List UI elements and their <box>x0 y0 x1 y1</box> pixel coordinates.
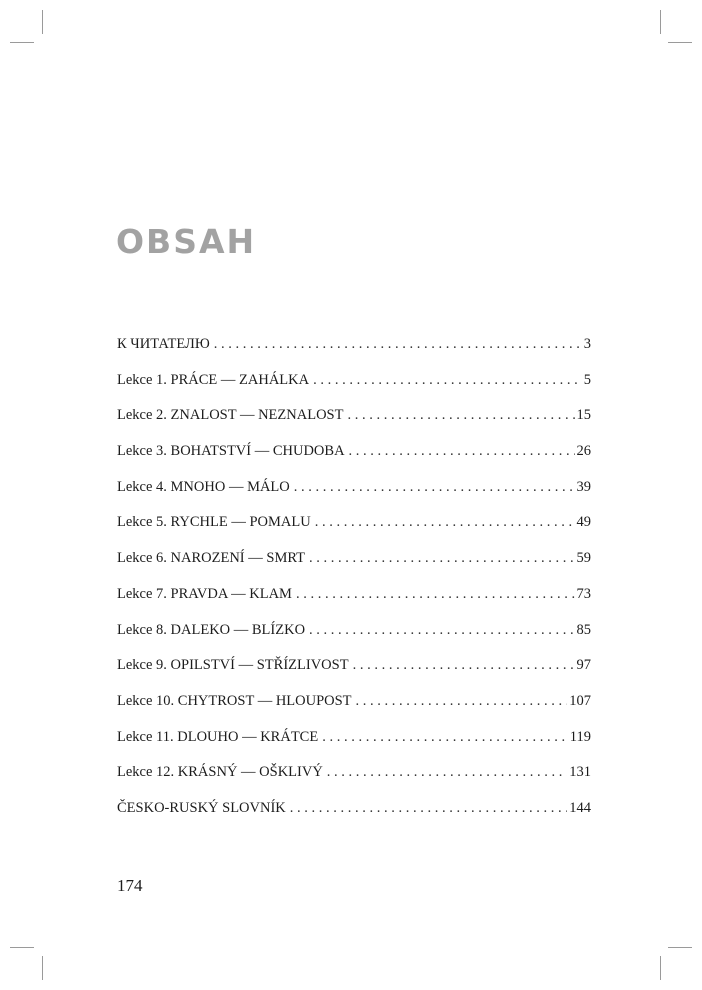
dot-leader <box>347 405 574 425</box>
toc-entry-title: Lekce 4. MNOHO — MÁLO <box>117 478 290 495</box>
toc-entry-title: Lekce 3. BOHATSTVÍ — CHUDOBA <box>117 443 345 460</box>
toc-entry-page: 131 <box>569 764 591 781</box>
dot-leader <box>353 655 575 675</box>
page-number: 174 <box>117 876 143 895</box>
toc-entry <box>117 584 591 620</box>
toc-entry <box>117 512 591 548</box>
toc-entry <box>117 655 591 691</box>
dot-leader <box>294 477 575 497</box>
crop-mark <box>660 10 661 34</box>
toc-entry-title: Lekce 5. RYCHLE — POMALU <box>117 514 311 531</box>
toc-entry-page: 73 <box>576 585 591 602</box>
toc-entry-title: ČESKO-RUSKÝ SLOVNÍK <box>117 799 286 816</box>
toc-entry <box>117 798 591 834</box>
crop-mark <box>42 10 43 34</box>
toc-entry-title: Lekce 7. PRAVDA — KLAM <box>117 585 292 602</box>
crop-mark <box>10 947 34 948</box>
toc-entry-title: Lekce 11. DLOUHO — KRÁTCE <box>117 728 319 745</box>
toc-entry-title: К ЧИТАТЕЛЮ <box>117 336 210 352</box>
toc-entry-title: Lekce 9. OPILSTVÍ — STŘÍZLIVOST <box>117 657 349 674</box>
dot-leader <box>356 691 568 711</box>
dot-leader <box>290 798 567 818</box>
toc-entry-page: 49 <box>576 514 591 531</box>
dot-leader <box>315 512 575 532</box>
toc-entry-page: 107 <box>569 692 591 709</box>
dot-leader <box>313 370 582 390</box>
toc-entry-title: Lekce 8. DALEKO — BLÍZKO <box>117 621 306 638</box>
toc-entry <box>117 370 591 406</box>
dot-leader <box>309 548 574 568</box>
toc-entry-page: 97 <box>576 657 591 674</box>
toc-entry-page: 3 <box>583 336 591 352</box>
dot-leader <box>349 441 575 461</box>
toc-entry-page: 39 <box>576 478 591 495</box>
toc-entry-title: Lekce 2. ZNALOST — NEZNALOST <box>117 407 344 424</box>
toc-entry-title: Lekce 1. PRÁCE — ZAHÁLKA <box>117 371 310 388</box>
toc-entry-page: 59 <box>576 550 591 567</box>
toc-entry <box>117 762 591 798</box>
dot-leader <box>296 584 575 604</box>
crop-mark <box>660 956 661 980</box>
crop-mark <box>10 42 34 43</box>
dot-leader <box>309 620 574 640</box>
dot-leader <box>214 334 582 354</box>
toc-entry <box>117 548 591 584</box>
dot-leader <box>322 727 568 747</box>
toc-entry <box>117 620 591 656</box>
toc-entry <box>117 405 591 441</box>
page-title: OBSAH <box>116 222 257 261</box>
crop-mark <box>42 956 43 980</box>
dot-leader <box>327 762 567 782</box>
toc-entry-page: 15 <box>576 407 591 424</box>
toc-entry-page: 5 <box>583 371 591 388</box>
toc-entry-page: 85 <box>576 621 591 638</box>
toc-entry-page: 144 <box>569 799 591 816</box>
toc-entry-title: Lekce 10. CHYTROST — HLOUPOST <box>117 692 352 709</box>
toc-entry-page: 119 <box>569 728 591 745</box>
crop-mark <box>668 42 692 43</box>
toc-entry <box>117 441 591 477</box>
toc-entry-title: Lekce 12. KRÁSNÝ — OŠKLIVÝ <box>117 764 323 781</box>
toc-entry <box>117 691 591 727</box>
toc-entry <box>117 477 591 513</box>
toc-entry <box>117 727 591 763</box>
toc-entry-title: Lekce 6. NAROZENÍ — SMRT <box>117 550 306 567</box>
table-of-contents <box>117 334 591 834</box>
toc-entry-page: 26 <box>576 443 591 460</box>
toc-entry <box>117 334 591 370</box>
crop-mark <box>668 947 692 948</box>
